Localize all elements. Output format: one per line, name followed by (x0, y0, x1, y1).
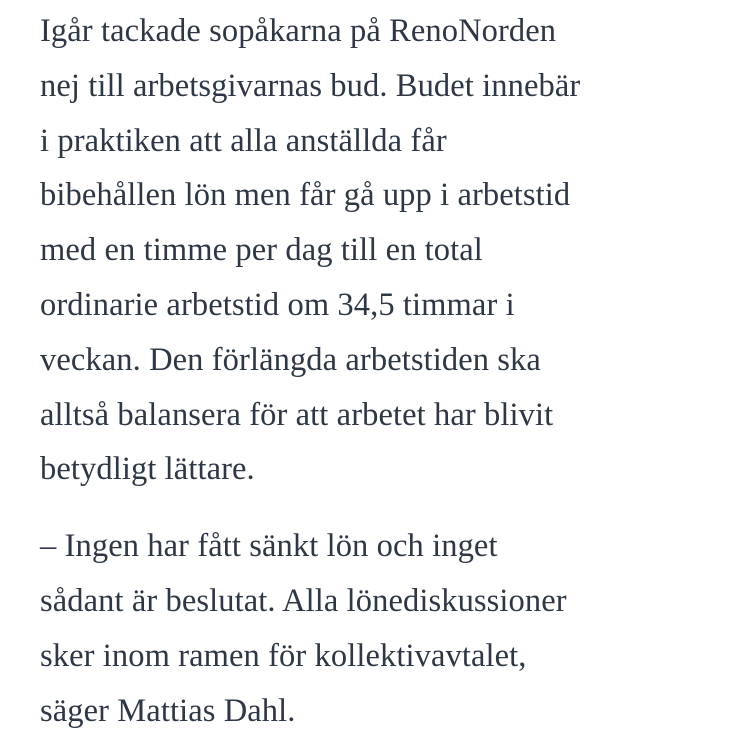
paragraph-line: bibehållen lön men får gå upp i arbetstid (40, 177, 571, 214)
paragraph-line: ordinarie arbetstid om 34,5 timmar i (40, 286, 515, 323)
paragraph-line: – Ingen har fått sänkt lön och inget (40, 528, 498, 565)
paragraph-line: Igår tackade sopåkarna på RenoNorden (40, 13, 557, 49)
paragraph-line: i praktiken att alla anställda får (40, 122, 447, 159)
paragraph-line: alltså balansera för att arbetet har blivit (40, 396, 554, 433)
paragraph-line: betydligt lättare. (40, 451, 255, 488)
paragraph-line: nej till arbetsgivarnas bud. Budet innebär (40, 67, 581, 104)
paragraph-line: säger Mattias Dahl. (40, 692, 296, 729)
article-body (40, 4, 720, 738)
paragraph-line: sker inom ramen för kollektivavtalet, (40, 637, 527, 674)
paragraph-line: sådant är beslutat. Alla lönediskussioner (40, 582, 567, 619)
paragraph-line: veckan. Den förlängda arbetstiden ska (40, 341, 541, 378)
paragraph-line: med en timme per dag till en total (40, 232, 483, 269)
paragraph-1 (40, 4, 720, 497)
paragraph-2-quote (40, 519, 720, 738)
